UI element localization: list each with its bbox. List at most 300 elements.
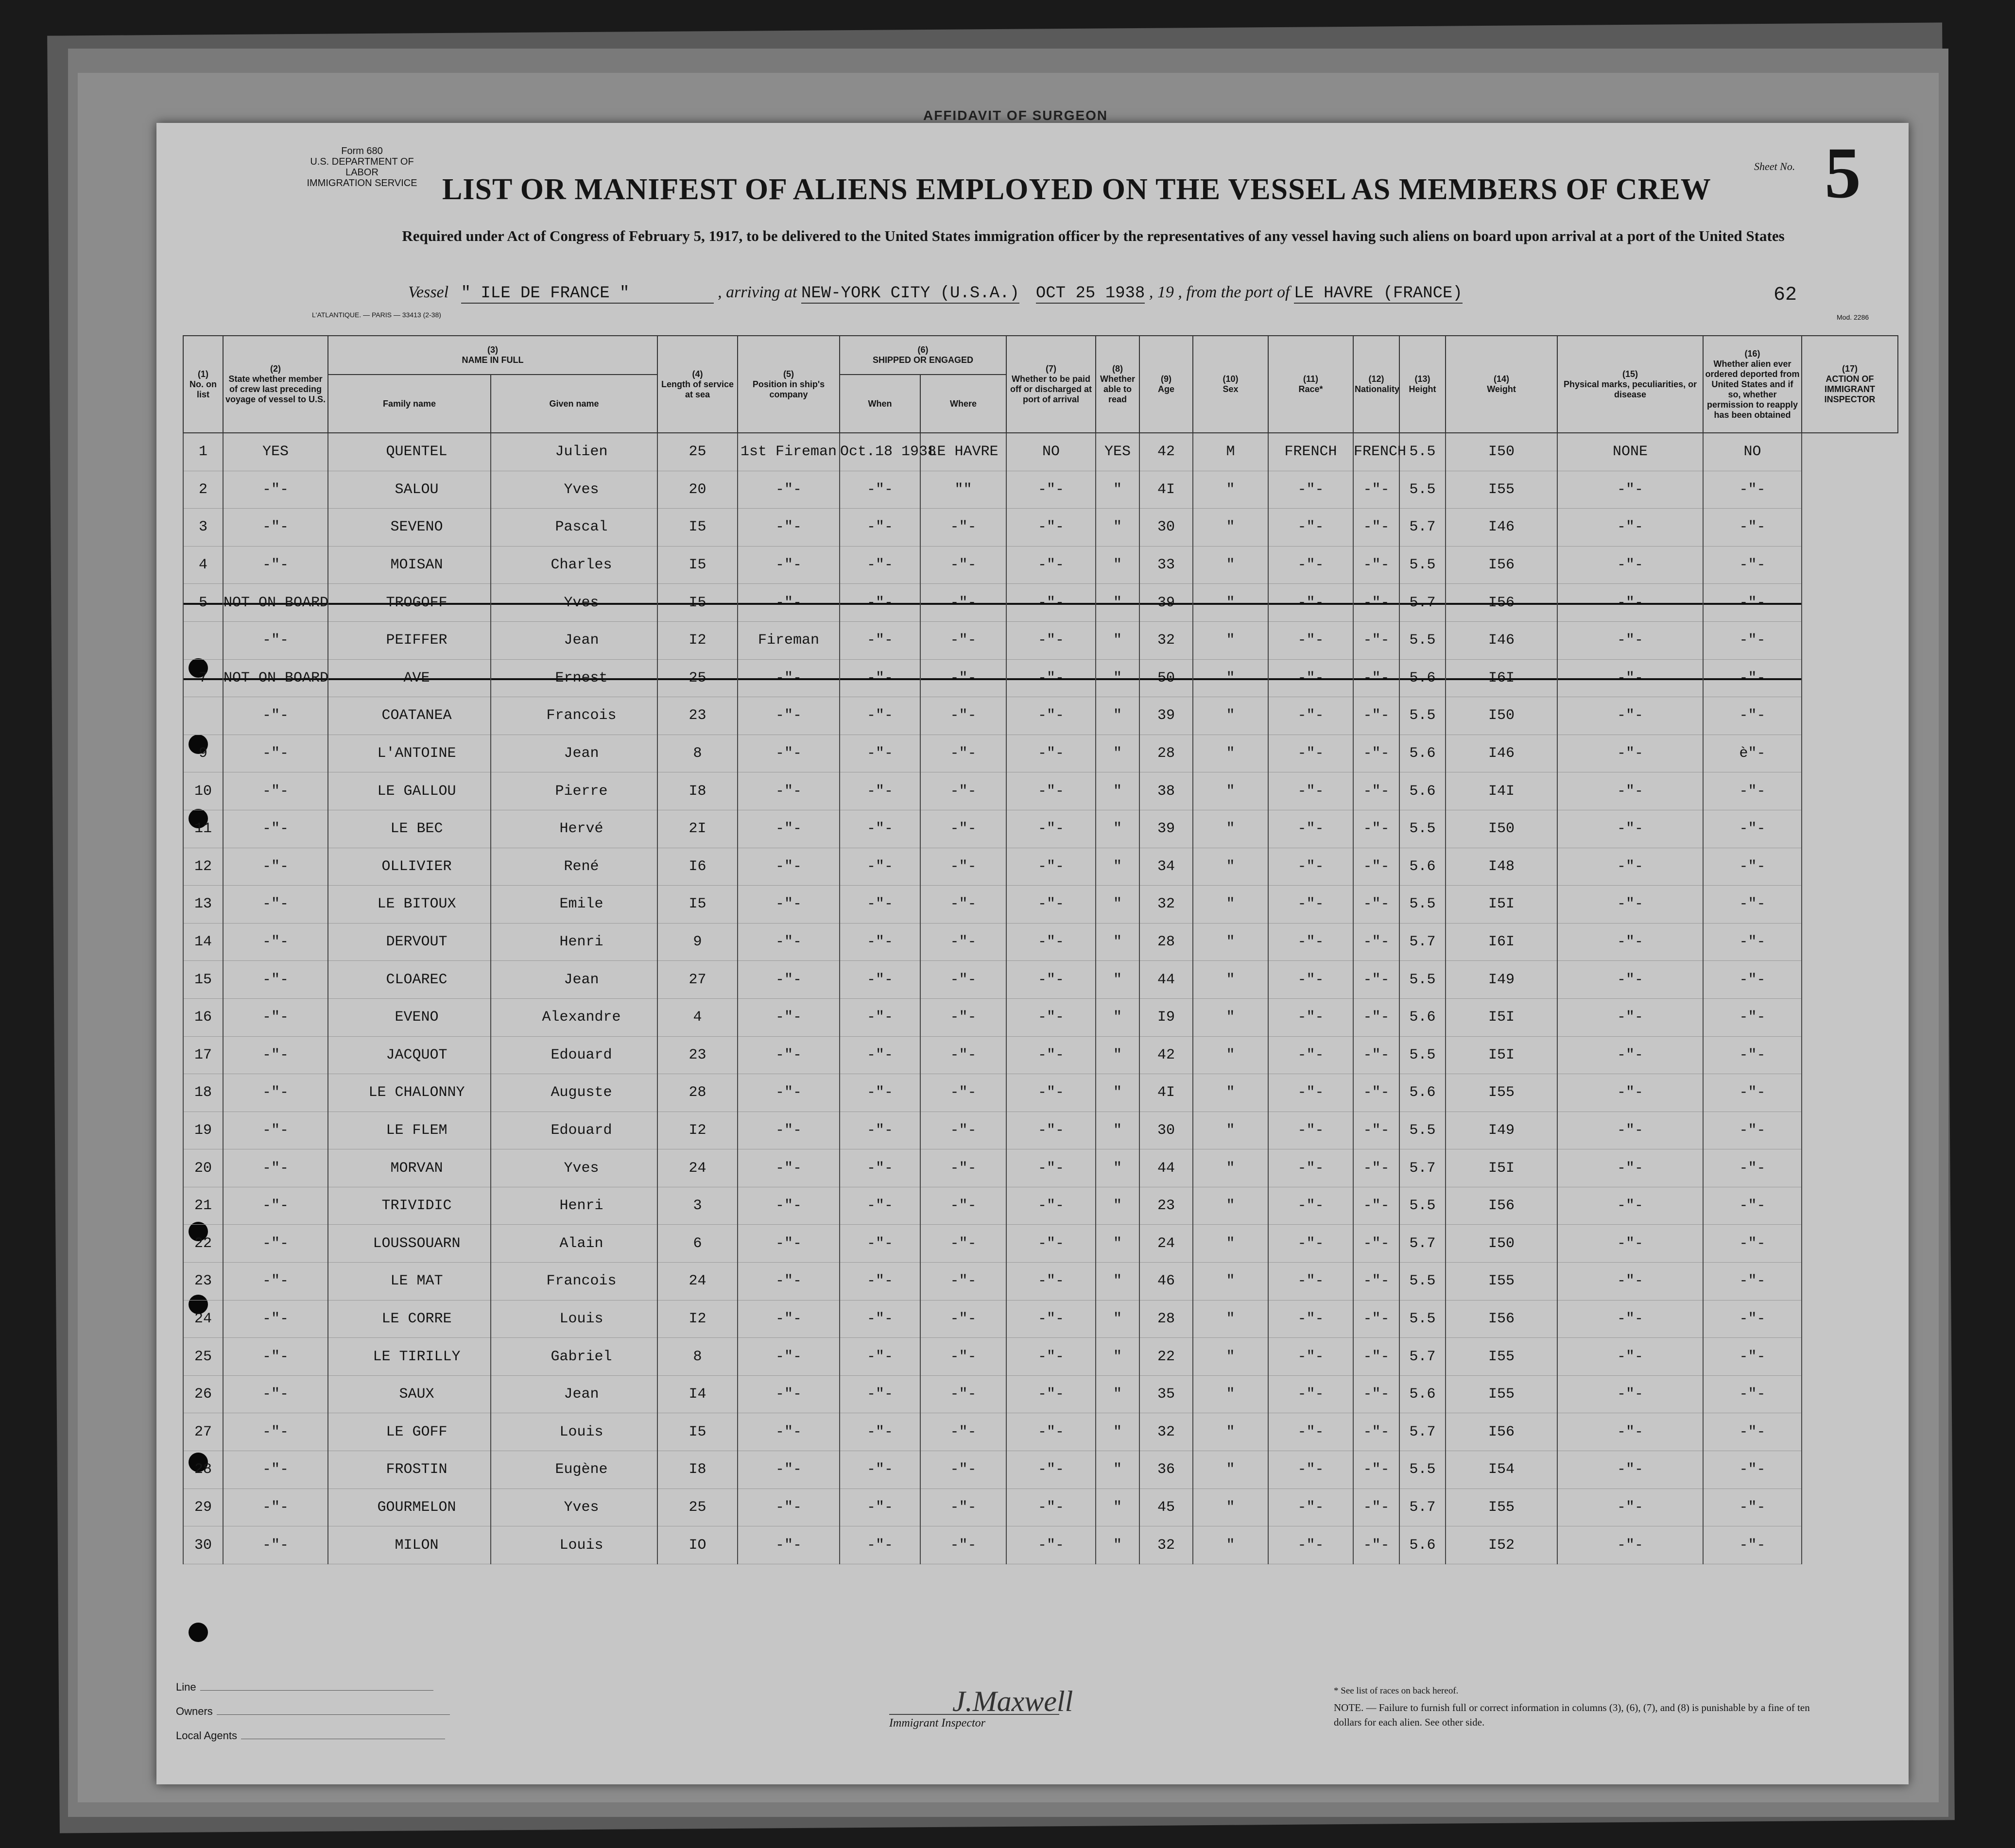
family-name: CLOAREC <box>328 961 491 999</box>
race: -"- <box>1268 1338 1353 1376</box>
col-service-header: (4) Length of service at sea <box>657 336 738 433</box>
age: 38 <box>1139 772 1193 810</box>
height: 5.7 <box>1399 584 1446 622</box>
sex: " <box>1193 886 1268 924</box>
paid-off: -"- <box>1006 848 1096 886</box>
position: -"- <box>738 923 840 961</box>
race: -"- <box>1268 697 1353 735</box>
col-weight-header: (14) Weight <box>1446 336 1557 433</box>
height: 5.5 <box>1399 433 1446 471</box>
shipped-when: -"- <box>840 1112 920 1149</box>
height: 5.5 <box>1399 961 1446 999</box>
physical-marks: -"- <box>1557 546 1703 584</box>
row-number: 3 <box>183 509 223 547</box>
shipped-where: -"- <box>920 810 1006 848</box>
age: 33 <box>1139 546 1193 584</box>
row-number: 10 <box>183 772 223 810</box>
length-of-service: I4 <box>657 1375 738 1413</box>
able-to-read: " <box>1096 998 1139 1036</box>
row-number: 25 <box>183 1338 223 1376</box>
weight: I52 <box>1446 1526 1557 1564</box>
row-number <box>183 697 223 735</box>
family-name: EVENO <box>328 998 491 1036</box>
paid-off: -"- <box>1006 697 1096 735</box>
weight: I48 <box>1446 848 1557 886</box>
shipped-when: -"- <box>840 848 920 886</box>
age: 32 <box>1139 1526 1193 1564</box>
position: 1st Fireman <box>738 433 840 471</box>
document-title: LIST OR MANIFEST OF ALIENS EMPLOYED ON THE VESSEL AS MEMBERS OF CREW <box>442 173 1711 206</box>
race: -"- <box>1268 1149 1353 1187</box>
deported: -"- <box>1703 1338 1802 1376</box>
table-row <box>183 961 1898 999</box>
nationality: -"- <box>1353 1074 1399 1112</box>
col-position-header: (5) Position in ship's company <box>738 336 840 433</box>
race: -"- <box>1268 1036 1353 1074</box>
prev-voyage: -"- <box>223 1149 328 1187</box>
sex: " <box>1193 735 1268 772</box>
family-name: LE CORRE <box>328 1300 491 1338</box>
length-of-service: I5 <box>657 886 738 924</box>
nationality: -"- <box>1353 1375 1399 1413</box>
crew-manifest-table <box>183 335 1898 1564</box>
weight: I50 <box>1446 810 1557 848</box>
height: 5.5 <box>1399 546 1446 584</box>
race: FRENCH <box>1268 433 1353 471</box>
paid-off: -"- <box>1006 772 1096 810</box>
prev-voyage: -"- <box>223 1526 328 1564</box>
age: 42 <box>1139 433 1193 471</box>
given-name: Jean <box>491 961 657 999</box>
sex: " <box>1193 998 1268 1036</box>
given-name: Pascal <box>491 509 657 547</box>
shipped-when: -"- <box>840 810 920 848</box>
row-number: 2 <box>183 471 223 509</box>
weight: I50 <box>1446 433 1557 471</box>
deported: -"- <box>1703 1112 1802 1149</box>
position: -"- <box>738 509 840 547</box>
family-name: FROSTIN <box>328 1451 491 1489</box>
physical-marks: -"- <box>1557 735 1703 772</box>
race: -"- <box>1268 1375 1353 1413</box>
row-number: 7 <box>183 659 223 697</box>
race: -"- <box>1268 1413 1353 1451</box>
given-name: Louis <box>491 1413 657 1451</box>
able-to-read: " <box>1096 1413 1139 1451</box>
race: -"- <box>1268 509 1353 547</box>
height: 5.5 <box>1399 1112 1446 1149</box>
family-name: LE BEC <box>328 810 491 848</box>
paid-off: -"- <box>1006 1338 1096 1376</box>
position: -"- <box>738 886 840 924</box>
row-number: 11 <box>183 810 223 848</box>
arrival-date: OCT 25 1938 <box>1035 284 1145 303</box>
physical-marks: NONE <box>1557 433 1703 471</box>
weight: I6I <box>1446 659 1557 697</box>
height: 5.6 <box>1399 848 1446 886</box>
able-to-read: " <box>1096 1187 1139 1225</box>
nationality: -"- <box>1353 1489 1399 1526</box>
paid-off: -"- <box>1006 546 1096 584</box>
race: -"- <box>1268 659 1353 697</box>
deported: -"- <box>1703 886 1802 924</box>
table-row <box>183 1036 1898 1074</box>
able-to-read: " <box>1096 961 1139 999</box>
age: 4I <box>1139 471 1193 509</box>
age: 44 <box>1139 961 1193 999</box>
paid-off: -"- <box>1006 659 1096 697</box>
prev-voyage: -"- <box>223 1338 328 1376</box>
race: -"- <box>1268 1489 1353 1526</box>
shipped-where: -"- <box>920 1300 1006 1338</box>
shipped-when: -"- <box>840 735 920 772</box>
race: -"- <box>1268 735 1353 772</box>
weight: I55 <box>1446 1375 1557 1413</box>
nationality: -"- <box>1353 697 1399 735</box>
row-number: 9 <box>183 735 223 772</box>
height: 5.5 <box>1399 1187 1446 1225</box>
age: 39 <box>1139 584 1193 622</box>
position: -"- <box>738 1187 840 1225</box>
shipped-where: -"- <box>920 546 1006 584</box>
table-row <box>183 659 1898 697</box>
given-name: Edouard <box>491 1036 657 1074</box>
given-name: Emile <box>491 886 657 924</box>
row-number: 27 <box>183 1413 223 1451</box>
length-of-service: 25 <box>657 433 738 471</box>
race: -"- <box>1268 810 1353 848</box>
shipped-when: -"- <box>840 1263 920 1300</box>
able-to-read: " <box>1096 1149 1139 1187</box>
table-row <box>183 471 1898 509</box>
race: -"- <box>1268 546 1353 584</box>
form-number: Form 680 <box>341 146 383 156</box>
paid-off: -"- <box>1006 509 1096 547</box>
prev-voyage: -"- <box>223 735 328 772</box>
table-row <box>183 546 1898 584</box>
nationality: -"- <box>1353 1300 1399 1338</box>
given-name: Edouard <box>491 1112 657 1149</box>
able-to-read: " <box>1096 772 1139 810</box>
nationality: -"- <box>1353 735 1399 772</box>
shipped-where: -"- <box>920 1036 1006 1074</box>
table-row <box>183 1413 1898 1451</box>
shipped-where: -"- <box>920 659 1006 697</box>
col-when-header: When <box>840 375 920 433</box>
deported: NO <box>1703 433 1802 471</box>
physical-marks: -"- <box>1557 1225 1703 1263</box>
paid-off: NO <box>1006 433 1096 471</box>
physical-marks: -"- <box>1557 772 1703 810</box>
local-agents-field: Local Agents <box>176 1729 445 1742</box>
race: -"- <box>1268 1300 1353 1338</box>
family-name: QUENTEL <box>328 433 491 471</box>
paid-off: -"- <box>1006 886 1096 924</box>
deported: -"- <box>1703 697 1802 735</box>
physical-marks: -"- <box>1557 471 1703 509</box>
printer-imprint: L'ATLANTIQUE. — PARIS — 33413 (2-38) <box>312 311 441 319</box>
age: 28 <box>1139 1300 1193 1338</box>
prev-voyage: -"- <box>223 923 328 961</box>
shipped-where: -"- <box>920 961 1006 999</box>
deported: -"- <box>1703 923 1802 961</box>
physical-marks: -"- <box>1557 621 1703 659</box>
height: 5.7 <box>1399 923 1446 961</box>
table-row <box>183 509 1898 547</box>
weight: I55 <box>1446 1338 1557 1376</box>
paid-off: -"- <box>1006 621 1096 659</box>
age: 42 <box>1139 1036 1193 1074</box>
sex: " <box>1193 1451 1268 1489</box>
race: -"- <box>1268 848 1353 886</box>
age: 39 <box>1139 810 1193 848</box>
age: 45 <box>1139 1489 1193 1526</box>
nationality: -"- <box>1353 659 1399 697</box>
row-number: 14 <box>183 923 223 961</box>
prev-voyage: YES <box>223 433 328 471</box>
height: 5.6 <box>1399 659 1446 697</box>
table-row <box>183 1112 1898 1149</box>
deported: -"- <box>1703 471 1802 509</box>
deported: -"- <box>1703 621 1802 659</box>
paid-off: -"- <box>1006 1413 1096 1451</box>
paid-off: -"- <box>1006 923 1096 961</box>
nationality: -"- <box>1353 1036 1399 1074</box>
shipped-when: -"- <box>840 621 920 659</box>
nationality: -"- <box>1353 621 1399 659</box>
physical-marks: -"- <box>1557 1263 1703 1300</box>
family-name: DERVOUT <box>328 923 491 961</box>
table-row <box>183 1225 1898 1263</box>
paid-off: -"- <box>1006 1451 1096 1489</box>
physical-marks: -"- <box>1557 584 1703 622</box>
row-number: 1 <box>183 433 223 471</box>
deported: -"- <box>1703 1263 1802 1300</box>
physical-marks: -"- <box>1557 509 1703 547</box>
inspector-label: Immigrant Inspector <box>889 1714 1059 1730</box>
paid-off: -"- <box>1006 1300 1096 1338</box>
year-suffix: , 19 <box>1149 283 1174 301</box>
physical-marks: -"- <box>1557 961 1703 999</box>
table-row <box>183 1263 1898 1300</box>
weight: I55 <box>1446 1489 1557 1526</box>
physical-marks: -"- <box>1557 998 1703 1036</box>
race: -"- <box>1268 584 1353 622</box>
shipped-when: -"- <box>840 1338 920 1376</box>
deported: -"- <box>1703 810 1802 848</box>
table-row <box>183 998 1898 1036</box>
weight: I49 <box>1446 1112 1557 1149</box>
height: 5.5 <box>1399 1300 1446 1338</box>
weight: I55 <box>1446 1263 1557 1300</box>
position: -"- <box>738 1149 840 1187</box>
race: -"- <box>1268 1225 1353 1263</box>
line-field: Line <box>176 1681 433 1694</box>
race: -"- <box>1268 1263 1353 1300</box>
prev-voyage: -"- <box>223 1187 328 1225</box>
length-of-service: 23 <box>657 1036 738 1074</box>
sex: " <box>1193 961 1268 999</box>
table-row <box>183 1375 1898 1413</box>
paid-off: -"- <box>1006 1187 1096 1225</box>
family-name: L'ANTOINE <box>328 735 491 772</box>
able-to-read: " <box>1096 1036 1139 1074</box>
length-of-service: I5 <box>657 584 738 622</box>
nationality: FRENCH <box>1353 433 1399 471</box>
given-name: Julien <box>491 433 657 471</box>
table-row <box>183 1074 1898 1112</box>
weight: I55 <box>1446 1074 1557 1112</box>
length-of-service: I8 <box>657 772 738 810</box>
given-name: Yves <box>491 471 657 509</box>
weight: I4I <box>1446 772 1557 810</box>
prev-voyage: -"- <box>223 546 328 584</box>
deported: -"- <box>1703 772 1802 810</box>
col-nationality-header: (12) Nationality <box>1353 336 1399 433</box>
paid-off: -"- <box>1006 998 1096 1036</box>
position: -"- <box>738 1489 840 1526</box>
row-number: 24 <box>183 1300 223 1338</box>
family-name: LOUSSOUARN <box>328 1225 491 1263</box>
race: -"- <box>1268 886 1353 924</box>
weight: I54 <box>1446 1451 1557 1489</box>
shipped-when: -"- <box>840 1187 920 1225</box>
weight: I5I <box>1446 998 1557 1036</box>
race: -"- <box>1268 961 1353 999</box>
able-to-read: " <box>1096 848 1139 886</box>
nationality: -"- <box>1353 1526 1399 1564</box>
deported: -"- <box>1703 584 1802 622</box>
paid-off: -"- <box>1006 961 1096 999</box>
paid-off: -"- <box>1006 1526 1096 1564</box>
position: -"- <box>738 1300 840 1338</box>
able-to-read: " <box>1096 1263 1139 1300</box>
position: -"- <box>738 848 840 886</box>
sex: " <box>1193 1300 1268 1338</box>
length-of-service: 27 <box>657 961 738 999</box>
given-name: Eugène <box>491 1451 657 1489</box>
sex: " <box>1193 1074 1268 1112</box>
length-of-service: 20 <box>657 471 738 509</box>
paid-off: -"- <box>1006 1074 1096 1112</box>
prev-voyage: -"- <box>223 1112 328 1149</box>
paid-off: -"- <box>1006 1225 1096 1263</box>
shipped-when: -"- <box>840 923 920 961</box>
prev-voyage: -"- <box>223 1413 328 1451</box>
sex: " <box>1193 1489 1268 1526</box>
shipped-where: -"- <box>920 1451 1006 1489</box>
given-name: Yves <box>491 1489 657 1526</box>
department: U.S. DEPARTMENT OF LABOR <box>310 156 414 178</box>
prev-voyage: -"- <box>223 697 328 735</box>
paid-off: -"- <box>1006 1263 1096 1300</box>
shipped-when: -"- <box>840 1375 920 1413</box>
nationality: -"- <box>1353 1451 1399 1489</box>
family-name: TROGOFF <box>328 584 491 622</box>
col-deported-header: (16) Whether alien ever ordered deported from United States and if so, whether permission to reapply has been obtained <box>1703 336 1802 433</box>
position: -"- <box>738 659 840 697</box>
position: -"- <box>738 1074 840 1112</box>
prev-voyage: -"- <box>223 1263 328 1300</box>
shipped-where: -"- <box>920 1489 1006 1526</box>
shipped-when: -"- <box>840 1526 920 1564</box>
physical-marks: -"- <box>1557 659 1703 697</box>
prev-voyage: -"- <box>223 961 328 999</box>
given-name: Louis <box>491 1300 657 1338</box>
shipped-when: -"- <box>840 1225 920 1263</box>
family-name: LE MAT <box>328 1263 491 1300</box>
shipped-where: -"- <box>920 1112 1006 1149</box>
col-read-header: (8) Whether able to read <box>1096 336 1139 433</box>
sex: " <box>1193 1225 1268 1263</box>
race: -"- <box>1268 1526 1353 1564</box>
age: 50 <box>1139 659 1193 697</box>
able-to-read: " <box>1096 1300 1139 1338</box>
form-info <box>301 146 423 188</box>
prev-voyage: -"- <box>223 1074 328 1112</box>
age: 39 <box>1139 697 1193 735</box>
family-name: MOISAN <box>328 546 491 584</box>
nationality: -"- <box>1353 1338 1399 1376</box>
race-note: * See list of races on back hereof. <box>1334 1686 1459 1696</box>
position: -"- <box>738 471 840 509</box>
age: 35 <box>1139 1375 1193 1413</box>
physical-marks: -"- <box>1557 1451 1703 1489</box>
row-number: 18 <box>183 1074 223 1112</box>
length-of-service: 3 <box>657 1187 738 1225</box>
prev-voyage: -"- <box>223 810 328 848</box>
position: -"- <box>738 584 840 622</box>
physical-marks: -"- <box>1557 810 1703 848</box>
table-row <box>183 1338 1898 1376</box>
nationality: -"- <box>1353 471 1399 509</box>
table-row <box>183 886 1898 924</box>
sex: " <box>1193 1263 1268 1300</box>
col-no-header: (1) No. on list <box>183 336 223 433</box>
length-of-service: I8 <box>657 1451 738 1489</box>
sex: " <box>1193 659 1268 697</box>
sheet-no-label: Sheet No. <box>1754 160 1795 172</box>
length-of-service: 28 <box>657 1074 738 1112</box>
paid-off: -"- <box>1006 1112 1096 1149</box>
deported: è"- <box>1703 735 1802 772</box>
age: 32 <box>1139 621 1193 659</box>
deported: -"- <box>1703 961 1802 999</box>
family-name: LE CHALONNY <box>328 1074 491 1112</box>
sex: " <box>1193 810 1268 848</box>
nationality: -"- <box>1353 848 1399 886</box>
given-name: Jean <box>491 735 657 772</box>
physical-marks: -"- <box>1557 1036 1703 1074</box>
length-of-service: 2I <box>657 810 738 848</box>
age: 32 <box>1139 886 1193 924</box>
able-to-read: " <box>1096 886 1139 924</box>
given-name: Hervé <box>491 810 657 848</box>
shipped-when: -"- <box>840 1300 920 1338</box>
length-of-service: 6 <box>657 1225 738 1263</box>
table-row <box>183 1300 1898 1338</box>
table-row <box>183 810 1898 848</box>
height: 5.5 <box>1399 810 1446 848</box>
table-row <box>183 848 1898 886</box>
race: -"- <box>1268 772 1353 810</box>
sex: " <box>1193 1187 1268 1225</box>
shipped-where: -"- <box>920 1263 1006 1300</box>
length-of-service: 8 <box>657 735 738 772</box>
race: -"- <box>1268 923 1353 961</box>
nationality: -"- <box>1353 1112 1399 1149</box>
weight: I56 <box>1446 1187 1557 1225</box>
